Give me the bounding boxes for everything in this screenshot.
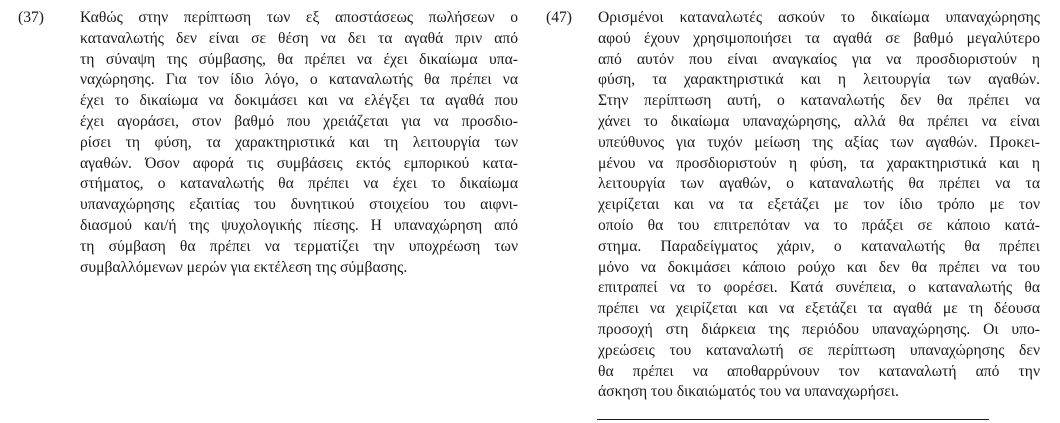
- recital-number: (37): [18, 9, 44, 26]
- recital-37: [18, 8, 518, 278]
- text-line: διασμού και/ή της ψυχολογικής πίεσης. Η υπαναχώρηση από: [80, 216, 518, 234]
- text-line: άσκηση του δικαιώματός του να υπαναχωρήσει.: [598, 383, 899, 401]
- text-line: τη σύναψη της σύμβασης, θα πρέπει να έχει δικαίωμα υπα-: [80, 50, 518, 68]
- text-line: χάνει το δικαίωμα υπαναχώρησης, αλλά θα πρέπει να είναι: [598, 112, 1040, 130]
- text-line: αγαθών. Όσον αφορά τις συμβάσεις εκτός εμπορικού κατα-: [80, 154, 518, 172]
- text-line: θα πρέπει να αποθαρρύνουν τον καταναλωτή από την: [598, 362, 1040, 380]
- text-line: Στην περίπτωση αυτή, ο καταναλωτής δεν θα πρέπει να: [598, 92, 1040, 110]
- text-line: αφού έχουν χρησιμοποιήσει τα αγαθά σε βαθμό μεγαλύτερο: [598, 29, 1040, 47]
- text-line: από αυτόν που είναι αναγκαίος για να προσδιοριστούν η: [598, 50, 1040, 68]
- text-line: στημα. Παραδείγματος χάριν, ο καταναλωτής θα πρέπει: [598, 237, 1040, 255]
- text-line: λειτουργία των αγαθών, ο καταναλωτής θα πρέπει να τα: [598, 175, 1040, 193]
- text-line: καταναλωτής δεν είναι σε θέση να δει τα αγαθά πριν από: [80, 29, 518, 47]
- text-line: χειρίζεται και να τα εξετάζει με τον ίδιο τρόπο με τον: [598, 196, 1040, 214]
- text-line: Ορισμένοι καταναλωτές ασκούν το δικαίωμα υπαναχώρησης: [598, 9, 1040, 26]
- text-line: στήματος, ο καταναλωτής θα πρέπει να έχει το δικαίωμα: [80, 175, 518, 193]
- text-line: επιτραπεί να το φορέσει. Κατά συνέπεια, ο καταναλωτής θα: [598, 279, 1040, 297]
- text-line: τη σύμβαση θα πρέπει να τερματίζει την υποχρέωση των: [80, 237, 518, 255]
- text-line: Καθώς στην περίπτωση των εξ αποστάσεως πωλήσεων ο: [80, 9, 518, 26]
- text-line: έχει αγοράσει, στον βαθμό που χρειάζεται για να προσδιο-: [80, 112, 518, 130]
- text-line: μένου να προσδιοριστούν η φύση, τα χαρακτηριστικά και η: [598, 154, 1040, 172]
- recital-text: [598, 8, 1040, 403]
- text-line: υπεύθυνος για τυχόν μείωση της αξίας των αγαθών. Προκει-: [598, 133, 1040, 151]
- text-line: φύση, τα χαρακτηριστικά και η λειτουργία των αγαθών.: [598, 71, 1040, 89]
- text-line: συμβαλλόμενων μερών για εκτέλεση της σύμβασης.: [80, 258, 408, 276]
- text-line: πρέπει να χειρίζεται και να εξετάζει τα αγαθά με τη δέουσα: [598, 300, 1040, 318]
- text-line: προσοχή στη διάρκεια της περιόδου υπαναχώρησης. Οι υπο-: [598, 320, 1040, 338]
- text-line: ναχώρησης. Για τον ίδιο λόγο, ο καταναλωτής θα πρέπει να: [80, 71, 518, 89]
- text-line: χρεώσεις του καταναλωτή σε περίπτωση υπαναχώρησης δεν: [598, 341, 1040, 359]
- left-column: [18, 8, 518, 278]
- recital-47: [546, 8, 1040, 403]
- text-line: έχει το δικαίωμα να δοκιμάσει και να ελέγξει τα αγαθά που: [80, 92, 518, 110]
- recital-number: (47): [546, 9, 572, 26]
- bottom-rule: [597, 419, 989, 420]
- recital-text: [80, 8, 518, 278]
- right-column: [546, 8, 1040, 403]
- text-line: μόνο να δοκιμάσει κάποιο ρούχο και δεν θα πρέπει να του: [598, 258, 1040, 276]
- text-line: ρίσει τη φύση, τα χαρακτηριστικά και τη λειτουργία των: [80, 133, 518, 151]
- text-line: υπαναχώρησης εξαιτίας του δυνητικού στοιχείου του αιφνι-: [80, 196, 518, 214]
- text-line: οποίο θα του επιτρεπόταν να το πράξει σε κάποιο κατά-: [598, 216, 1040, 234]
